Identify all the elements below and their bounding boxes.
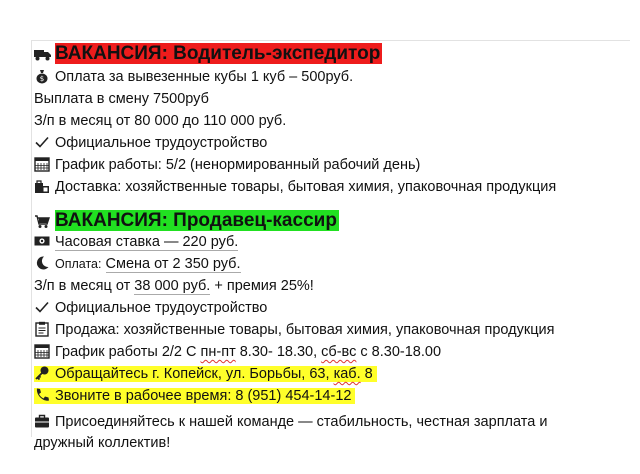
calendar-icon: [34, 343, 50, 359]
contact-address-highlight: [34, 366, 377, 382]
footer-text-2: дружный коллектив!: [34, 435, 171, 451]
vacancy2-schedule-weekdays: пн-пт: [200, 344, 236, 360]
key-icon: [34, 365, 50, 381]
contact-phone-line: [34, 385, 355, 407]
contact-phone-highlight: [34, 388, 355, 404]
vacancy1-monthly: З/п в месяц от 80 000 до 110 000 руб.: [34, 113, 287, 129]
vacancy1-pay-rate: Оплата за вывезенные кубы 1 куб – 500руб.: [55, 69, 354, 85]
vacancy2-schedule-suffix: с 8.30-18.00: [356, 344, 442, 360]
phone-icon: [34, 387, 50, 403]
vacancy2-monthly-prefix: З/п в месяц от: [34, 278, 135, 294]
contact-address-suffix: 8: [360, 366, 373, 382]
vacancy2-monthly-amount: 38 000 руб.: [134, 278, 211, 294]
vacancy2-monthly-suffix: + премия 25%!: [210, 278, 314, 294]
footer-line-2: [34, 432, 170, 454]
contact-address-prefix: Обращайтесь г. Копейск, ул. Борьбы, 63,: [55, 366, 334, 382]
vacancy2-title: ВАКАНСИЯ: Продавец-кассир: [55, 210, 337, 231]
vacancy2-shift-line: [34, 253, 241, 275]
vacancy1-shift-pay: Выплата в смену 7500руб: [34, 91, 209, 107]
vacancy2-official-line: [34, 297, 267, 319]
vacancy1-schedule: График работы: 5/2 (ненормированный рабочий день): [55, 157, 421, 173]
vacancy2-schedule-weekend: сб-вс: [321, 344, 357, 360]
briefcase-icon: [34, 413, 50, 429]
checkmark-icon: [34, 299, 50, 315]
calendar-icon: [34, 156, 50, 172]
contact-address-line: [34, 363, 377, 385]
crescent-moon-icon: [34, 255, 50, 271]
vacancy2-schedule-prefix: График работы 2/2 С: [55, 344, 201, 360]
footer-line-1: [34, 411, 547, 433]
svg-text:$: $: [39, 75, 45, 83]
contact-address-office: каб.: [333, 366, 361, 382]
vacancy2-shift-label: Оплата:: [55, 257, 102, 271]
vacancy1-title: ВАКАНСИЯ: Водитель-экспедитор: [55, 43, 381, 64]
shopping-cart-icon: [34, 212, 50, 228]
vacancy1-delivery: Доставка: хозяйственные товары, бытовая химия, упаковочная продукция: [55, 179, 557, 195]
clipboard-icon: [34, 321, 50, 337]
vacancy2-sales: Продажа: хозяйственные товары, бытовая химия, упаковочная продукция: [55, 322, 555, 338]
contact-phone: Звоните в рабочее время: 8 (951) 454-14-12: [55, 388, 352, 404]
vacancy2-monthly-line: [34, 275, 314, 297]
checkmark-icon: [34, 134, 50, 150]
vacancy1-schedule-line: [34, 154, 420, 176]
banknote-icon: [34, 233, 50, 249]
vacancy2-schedule-line: [34, 341, 441, 363]
vacancy2-hourly-line: [34, 231, 238, 253]
footer-text-1: Присоединяйтесь к нашей команде — стабильность, честная зарплата и: [55, 414, 548, 430]
vacancy1-official: Официальное трудоустройство: [55, 135, 268, 151]
vacancy2-sales-line: [34, 319, 554, 341]
truck-icon: [34, 45, 50, 61]
vacancy2-official: Официальное трудоустройство: [55, 300, 268, 316]
vacancy2-hourly: Часовая ставка — 220 руб.: [55, 234, 239, 250]
vacancy1-official-line: [34, 132, 267, 154]
document-page: [31, 40, 630, 451]
vacancy1-pay-rate-line: [34, 66, 353, 88]
vacancy2-shift-text: Смена от 2 350 руб.: [105, 256, 241, 272]
money-bag-icon: [34, 68, 50, 84]
vacancy1-delivery-line: [34, 176, 556, 198]
vacancy1-title-line: [34, 41, 382, 67]
vacancy2-schedule-mid: 8.30- 18.30,: [235, 344, 322, 360]
vacancy1-shift-pay-line: [34, 88, 209, 110]
shopping-bags-icon: [34, 178, 50, 194]
vacancy1-monthly-line: [34, 110, 286, 132]
